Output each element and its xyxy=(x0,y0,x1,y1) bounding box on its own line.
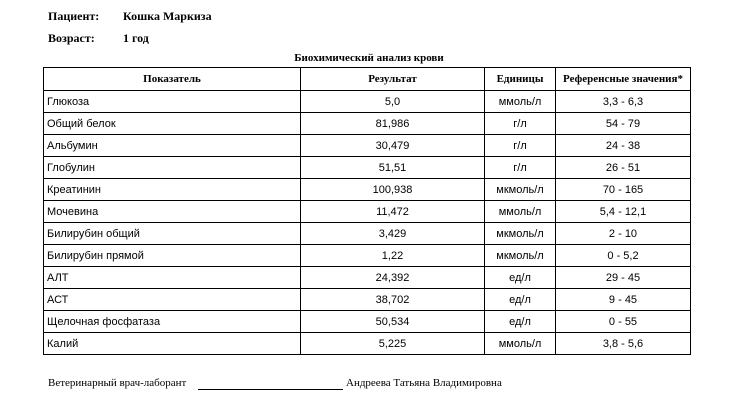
reference-range: 5,4 - 12,1 xyxy=(556,201,691,223)
reference-range: 24 - 38 xyxy=(556,135,691,157)
result-value: 100,938 xyxy=(301,179,485,201)
table-row xyxy=(44,311,691,333)
parameter-name: Мочевина xyxy=(44,201,301,223)
signature-line xyxy=(198,389,343,390)
table-row xyxy=(44,245,691,267)
signature-name: Андреева Татьяна Владимировна xyxy=(346,377,502,389)
column-header-result: Результат xyxy=(301,68,485,91)
table-row xyxy=(44,333,691,355)
result-value: 51,51 xyxy=(301,157,485,179)
results-table xyxy=(43,67,691,355)
table-row xyxy=(44,223,691,245)
result-value: 3,429 xyxy=(301,223,485,245)
table-row xyxy=(44,91,691,113)
unit-value: ммоль/л xyxy=(485,333,556,355)
patient-name: Кошка Маркиза xyxy=(123,9,212,23)
age-value: 1 год xyxy=(123,31,149,45)
parameter-name: Билирубин прямой xyxy=(44,245,301,267)
table-row xyxy=(44,201,691,223)
table-row xyxy=(44,179,691,201)
parameter-name: Креатинин xyxy=(44,179,301,201)
result-value: 30,479 xyxy=(301,135,485,157)
table-row xyxy=(44,135,691,157)
result-value: 50,534 xyxy=(301,311,485,333)
unit-value: мкмоль/л xyxy=(485,245,556,267)
parameter-name: Билирубин общий xyxy=(44,223,301,245)
table-header-row xyxy=(44,68,691,91)
result-value: 11,472 xyxy=(301,201,485,223)
reference-range: 26 - 51 xyxy=(556,157,691,179)
result-value: 1,22 xyxy=(301,245,485,267)
reference-range: 3,3 - 6,3 xyxy=(556,91,691,113)
unit-value: мкмоль/л xyxy=(485,223,556,245)
reference-range: 0 - 55 xyxy=(556,311,691,333)
column-header-parameter: Показатель xyxy=(44,68,301,91)
column-header-reference: Референсные значения* xyxy=(556,68,691,91)
reference-range: 2 - 10 xyxy=(556,223,691,245)
unit-value: ед/л xyxy=(485,289,556,311)
unit-value: г/л xyxy=(485,113,556,135)
table-row xyxy=(44,113,691,135)
table-row xyxy=(44,267,691,289)
table-row xyxy=(44,157,691,179)
reference-range: 9 - 45 xyxy=(556,289,691,311)
unit-value: г/л xyxy=(485,135,556,157)
reference-range: 54 - 79 xyxy=(556,113,691,135)
document-title: Биохимический анализ крови xyxy=(294,52,444,64)
patient-label: Пациент: xyxy=(48,9,100,23)
result-value: 24,392 xyxy=(301,267,485,289)
result-value: 5,0 xyxy=(301,91,485,113)
result-value: 5,225 xyxy=(301,333,485,355)
signature-role: Ветеринарный врач-лаборант xyxy=(48,377,187,389)
parameter-name: АЛТ xyxy=(44,267,301,289)
unit-value: мкмоль/л xyxy=(485,179,556,201)
parameter-name: Глобулин xyxy=(44,157,301,179)
parameter-name: Общий белок xyxy=(44,113,301,135)
unit-value: ммоль/л xyxy=(485,201,556,223)
column-header-unit: Единицы xyxy=(485,68,556,91)
unit-value: г/л xyxy=(485,157,556,179)
unit-value: ед/л xyxy=(485,267,556,289)
parameter-name: Калий xyxy=(44,333,301,355)
age-label: Возраст: xyxy=(48,31,95,45)
parameter-name: АСТ xyxy=(44,289,301,311)
unit-value: ммоль/л xyxy=(485,91,556,113)
reference-range: 70 - 165 xyxy=(556,179,691,201)
parameter-name: Альбумин xyxy=(44,135,301,157)
result-value: 38,702 xyxy=(301,289,485,311)
parameter-name: Щелочная фосфатаза xyxy=(44,311,301,333)
unit-value: ед/л xyxy=(485,311,556,333)
table-row xyxy=(44,289,691,311)
reference-range: 0 - 5,2 xyxy=(556,245,691,267)
reference-range: 29 - 45 xyxy=(556,267,691,289)
parameter-name: Глюкоза xyxy=(44,91,301,113)
result-value: 81,986 xyxy=(301,113,485,135)
reference-range: 3,8 - 5,6 xyxy=(556,333,691,355)
